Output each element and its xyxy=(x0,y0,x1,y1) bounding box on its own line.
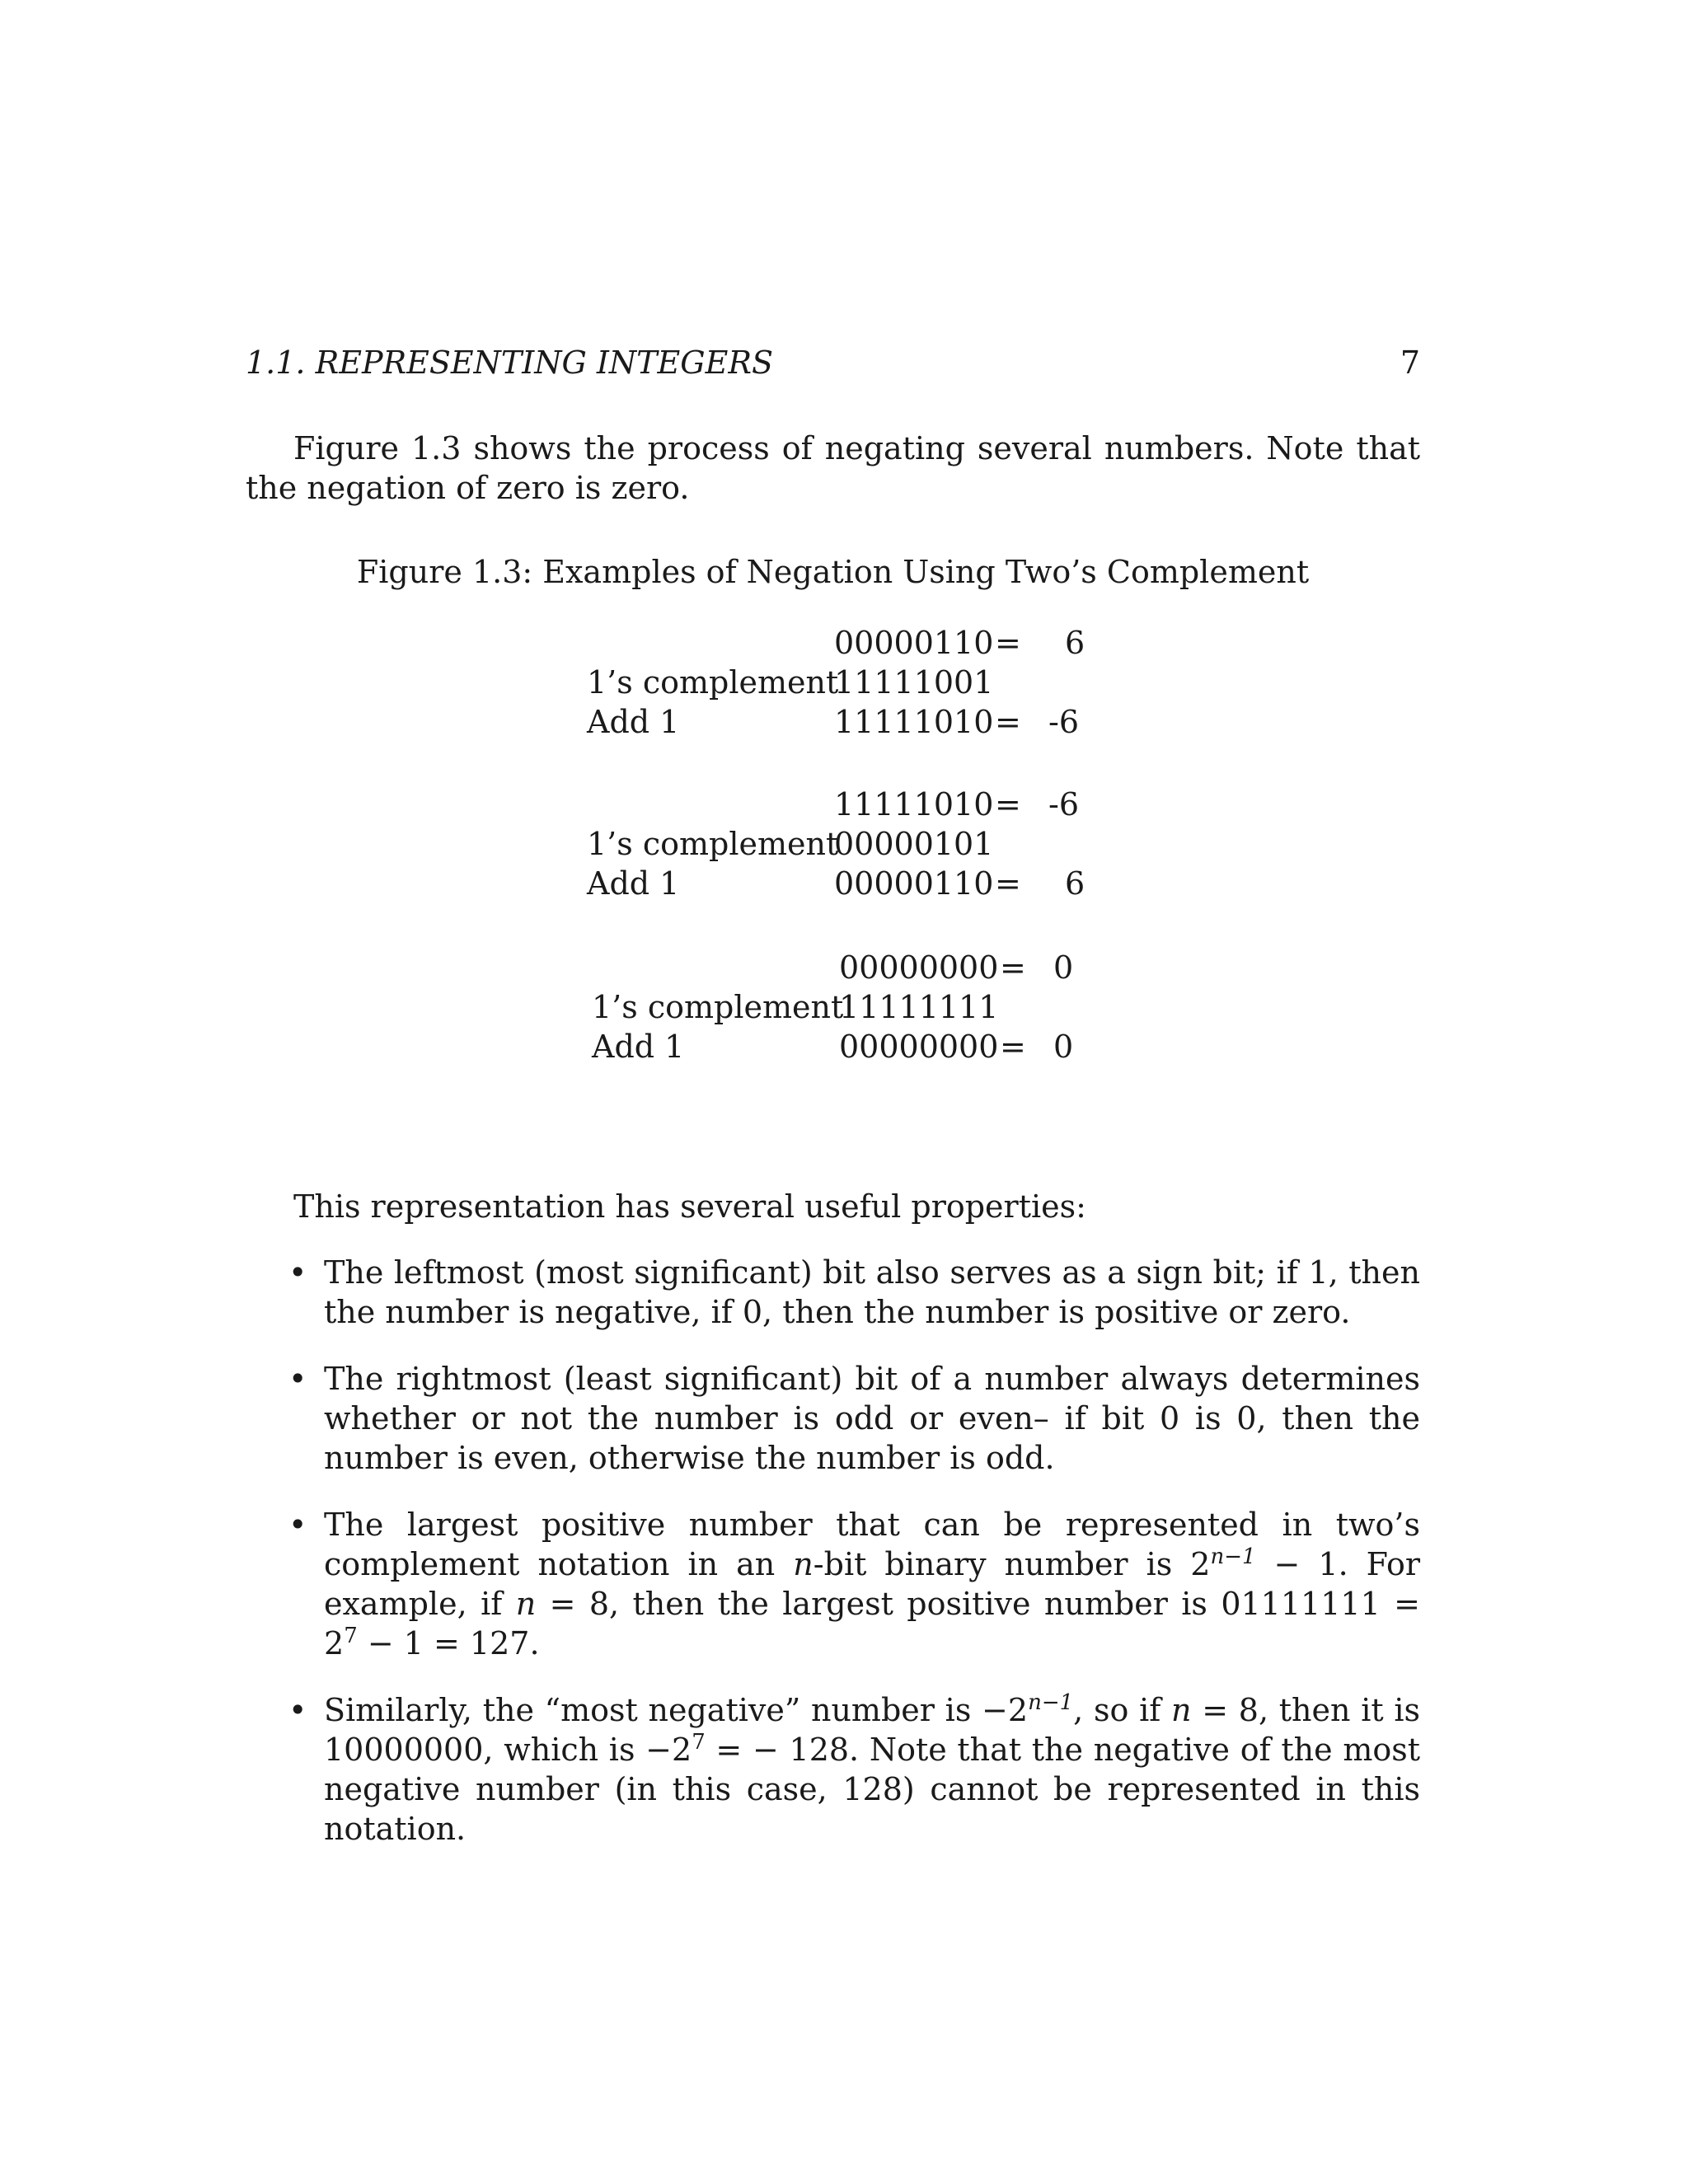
list-item-text xyxy=(324,1507,1420,1661)
math-variable: n xyxy=(793,1546,814,1582)
text-run: The largest positive number that can be represented in two’s complement notation in an xyxy=(324,1507,1420,1582)
math-variable: n xyxy=(1171,1692,1192,1728)
row-equals: = xyxy=(1000,949,1026,986)
row-equals: = xyxy=(995,865,1021,902)
page-number: 7 xyxy=(1400,344,1420,381)
text-run: = 8, then it is 10000000, which is −2 xyxy=(324,1692,1421,1768)
properties-list xyxy=(246,1253,1420,1876)
row-value: 6 xyxy=(1065,625,1085,661)
row-value: -6 xyxy=(1048,704,1080,740)
row-value: 0 xyxy=(1053,949,1074,986)
math-variable: n xyxy=(515,1586,537,1622)
row-label: 1’s complement xyxy=(592,989,844,1025)
list-item xyxy=(246,1359,1420,1478)
row-label: Add 1 xyxy=(587,865,680,902)
row-bits: 11111111 xyxy=(839,989,999,1025)
bullet-icon: • xyxy=(288,1507,307,1543)
list-item xyxy=(246,1505,1420,1663)
row-bits: 11111010 xyxy=(834,786,994,823)
row-value: 0 xyxy=(1053,1029,1074,1065)
text-run: -bit binary number is 2 xyxy=(813,1546,1211,1582)
text-run: = − 128. Note that the negative of the most negative number (in this case, 128) cannot be represented in this notation. xyxy=(324,1732,1420,1847)
row-bits: 00000000 xyxy=(839,1029,999,1065)
list-item xyxy=(246,1690,1420,1849)
superscript: n−1 xyxy=(1028,1690,1074,1715)
list-item-text: The leftmost (most significant) bit also serves as a sign bit; if 1, then the number is negative, if 0, then the number is positive or zero. xyxy=(324,1254,1420,1330)
text-run: − 1. For example, if xyxy=(324,1546,1420,1622)
row-bits: 00000110 xyxy=(834,865,994,902)
text-run: Similarly, the “most negative” number is −2 xyxy=(324,1692,1029,1728)
section-title: 1.1. REPRESENTING INTEGERS xyxy=(246,344,774,381)
row-bits: 11111001 xyxy=(834,664,994,701)
list-item-text xyxy=(324,1692,1420,1847)
row-bits: 00000000 xyxy=(839,949,999,986)
row-bits: 00000110 xyxy=(834,625,994,661)
row-bits: 00000101 xyxy=(834,826,994,862)
row-label: Add 1 xyxy=(592,1029,685,1065)
bullet-icon: • xyxy=(288,1361,307,1397)
row-equals: = xyxy=(1000,1029,1026,1065)
row-value: -6 xyxy=(1048,786,1080,823)
row-label: 1’s complement xyxy=(587,664,839,701)
bullet-icon: • xyxy=(288,1254,307,1291)
row-label: Add 1 xyxy=(587,704,680,740)
row-label: 1’s complement xyxy=(587,826,839,862)
row-equals: = xyxy=(995,786,1021,823)
superscript: n−1 xyxy=(1210,1544,1256,1569)
figure-caption: Figure 1.3: Examples of Negation Using Two’s Complement xyxy=(356,554,1310,590)
row-equals: = xyxy=(995,625,1021,661)
running-header xyxy=(246,344,1420,386)
row-equals: = xyxy=(995,704,1021,740)
text-run: , so if xyxy=(1073,1692,1172,1728)
row-bits: 11111010 xyxy=(834,704,994,740)
properties-intro: This representation has several useful properties: xyxy=(293,1188,1086,1225)
bullet-icon: • xyxy=(288,1692,307,1728)
text-run: − 1 = 127. xyxy=(357,1625,540,1661)
superscript: 7 xyxy=(692,1730,706,1755)
intro-paragraph: Figure 1.3 shows the process of negating several numbers. Note that the negation of zero is zero. xyxy=(246,430,1420,506)
superscript: 7 xyxy=(344,1624,358,1648)
list-item xyxy=(246,1253,1420,1332)
text-run: = 8, then the largest positive number is 01111111 = 2 xyxy=(324,1586,1420,1661)
list-item-text: The rightmost (least significant) bit of a number always determines whether or not the number is odd or even– if bit 0 is 0, then the number is even, otherwise the number is odd. xyxy=(324,1361,1420,1476)
row-value: 6 xyxy=(1065,865,1085,902)
